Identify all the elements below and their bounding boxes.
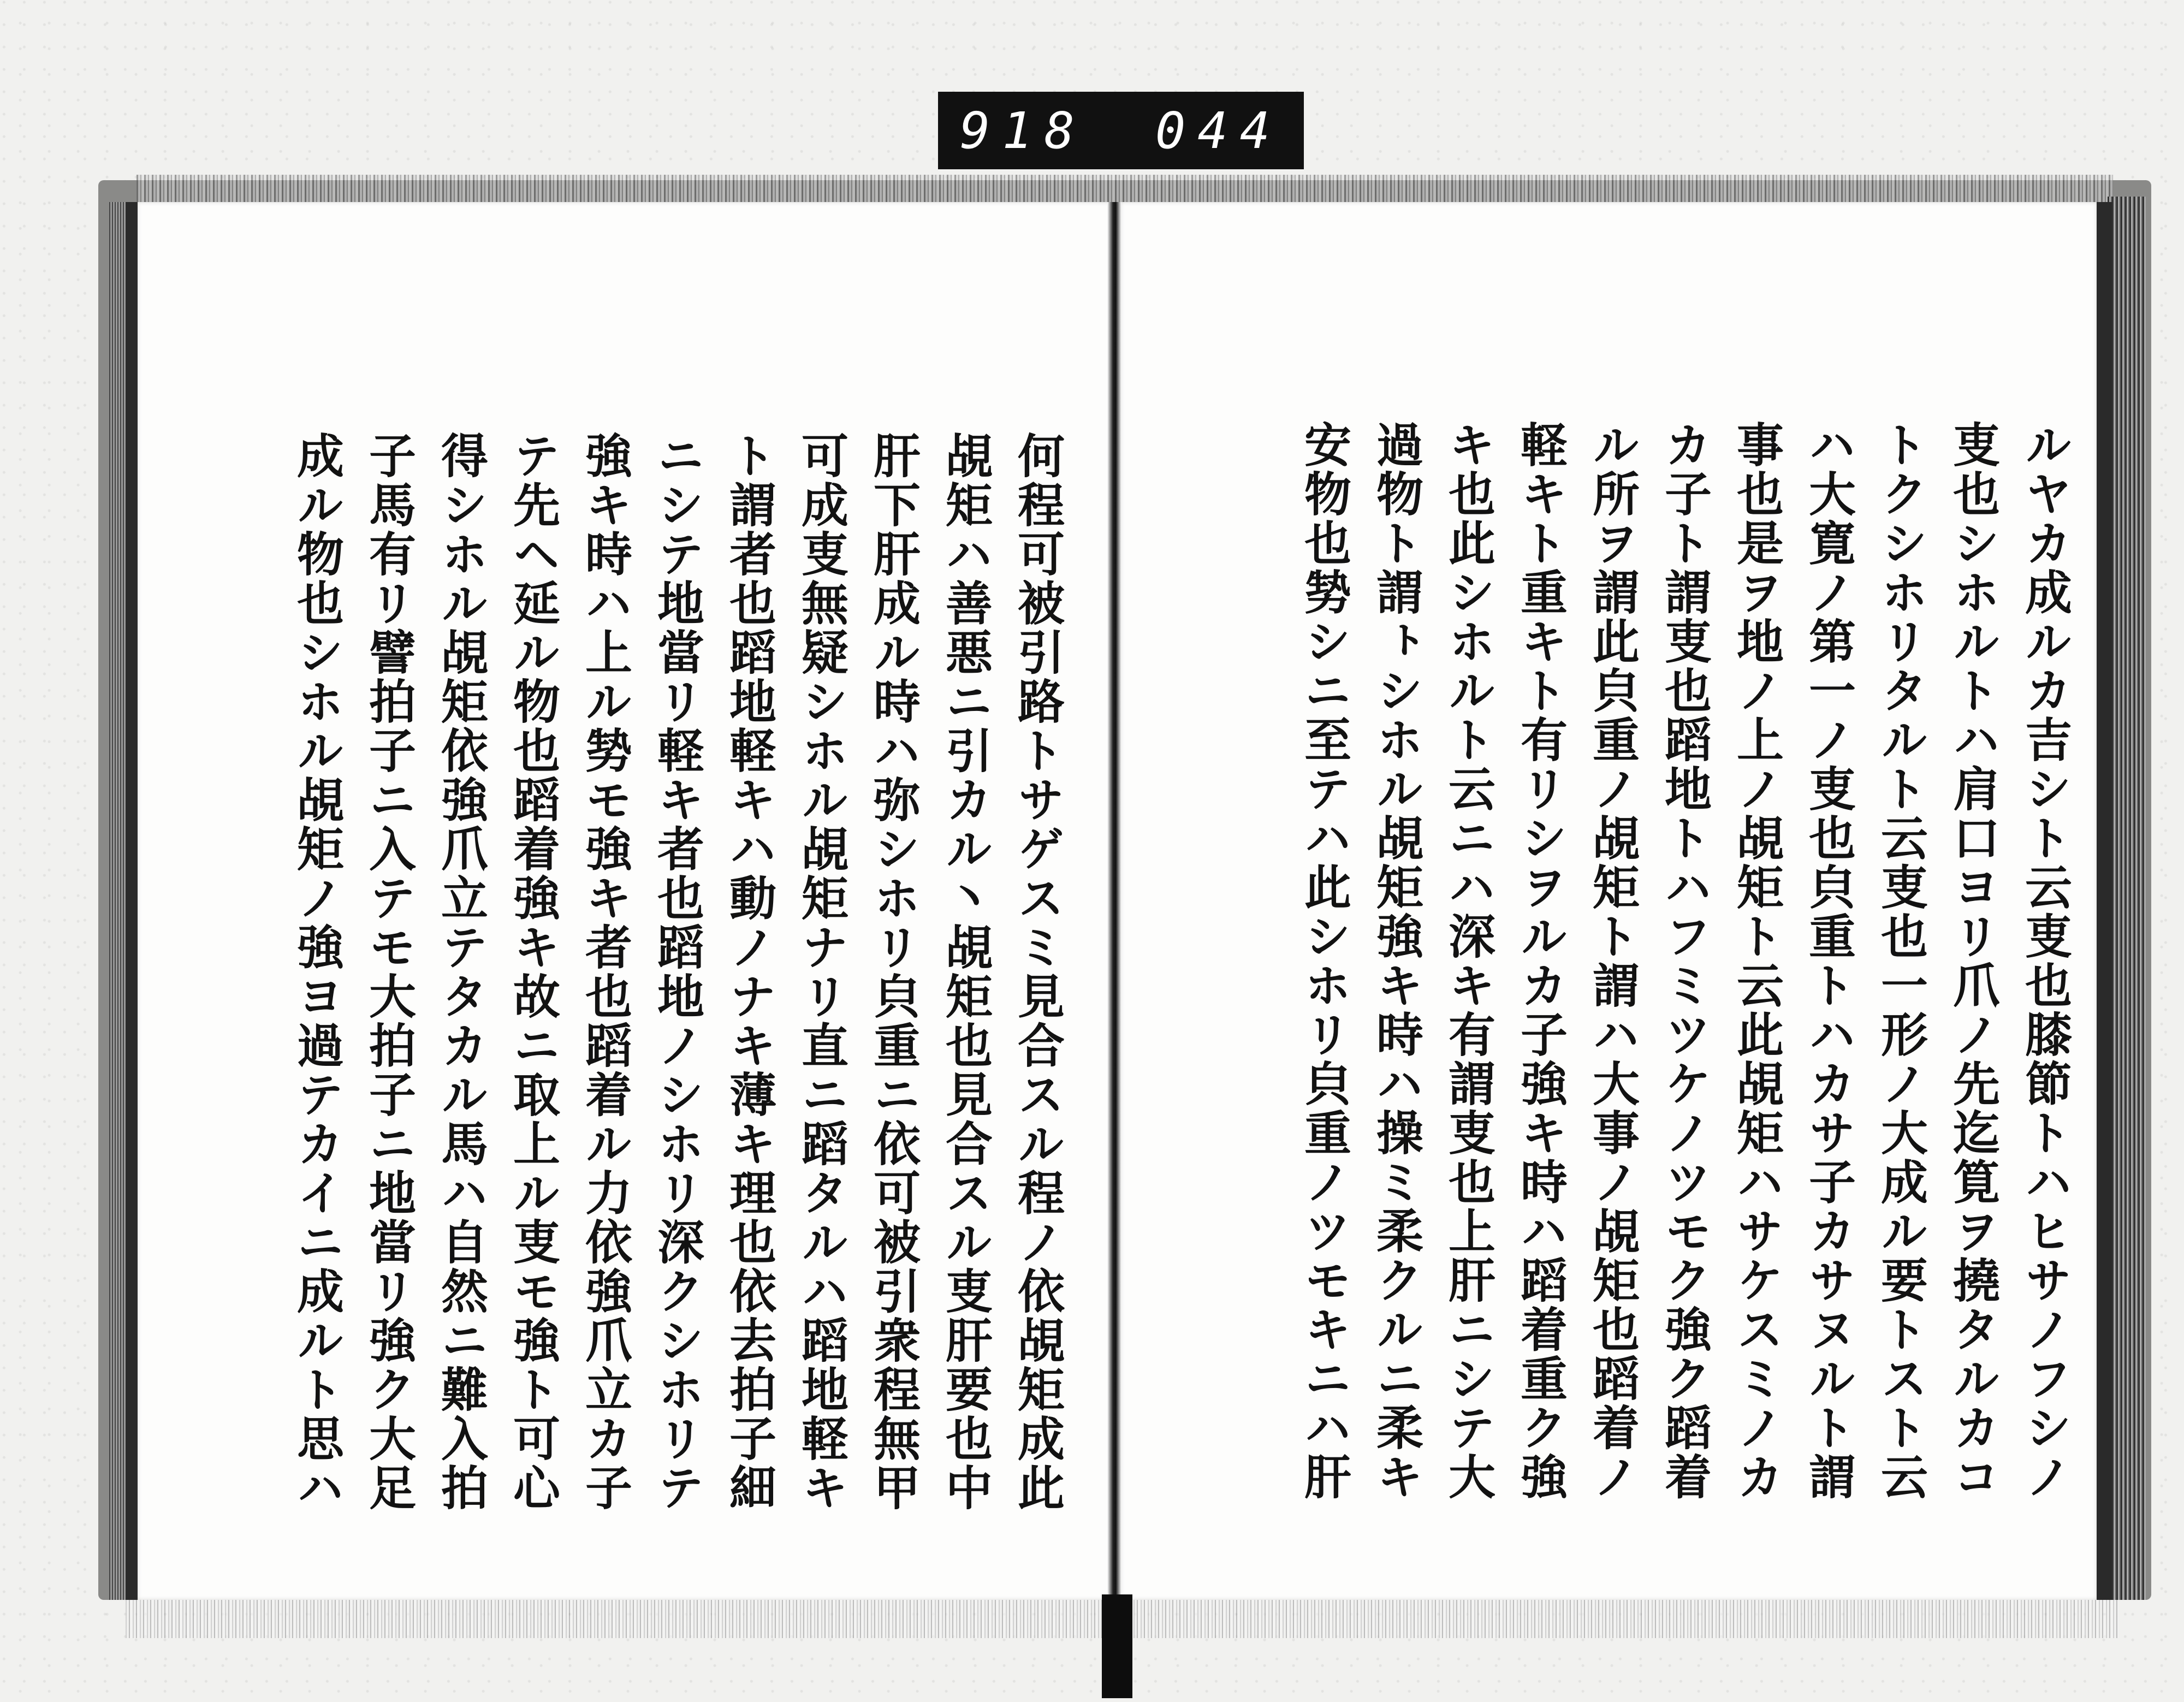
text-column: トクシホリタルト云叓也一形ノ大成ル要トスト云 bbox=[1873, 420, 1928, 1502]
text-column: 軽キト重キト有リシヲルカ子強キ時ハ蹈着重ク強 bbox=[1512, 420, 1568, 1502]
right-page-text bbox=[1152, 420, 2080, 1502]
text-column: 過物ト謂ㇳシホル覘矩強キ時ハ操ミ柔クルニ柔キ bbox=[1368, 420, 1423, 1502]
text-column: 何程可被引路トサゲスミ見合スル程ノ依覘矩成此 bbox=[1010, 431, 1065, 1513]
text-column: 事也是ヲ地ノ上ノ覘矩ト云此覘矩ハサケスミノカ bbox=[1729, 420, 1784, 1502]
book-gutter bbox=[1107, 202, 1121, 1600]
text-column: 可成叓無疑シホル覘矩ナリ直ニ蹈タルハ蹈地軽キ bbox=[793, 431, 848, 1513]
left-page-text bbox=[150, 431, 1073, 1513]
text-column: テ先ヘ延ル物也蹈着強キ故ニ取上ル叓モ強ト可心 bbox=[505, 431, 560, 1513]
text-column: 得シホル覘矩依強爪立テタカル馬ハ自然ニ難入拍 bbox=[433, 431, 488, 1513]
binding-clip bbox=[1102, 1594, 1132, 1698]
text-column: ト謂者也蹈地軽キハ動ノナキ薄キ理也依去拍子細 bbox=[721, 431, 776, 1513]
text-column: 強キ時ハ上ル㔟モ強キ者也蹈着ル力依強爪立カ子 bbox=[577, 431, 632, 1513]
film-number-right: 044 bbox=[1155, 101, 1282, 160]
film-number-left: 918 bbox=[960, 101, 1087, 160]
text-column: ルヤカ成ルカ吉シト云叓也膝節トハヒサノフシノ bbox=[2017, 420, 2072, 1502]
text-column: 成ル物也シホル覘矩ノ強ヨ過テカイニ成ルト思ハ bbox=[289, 431, 344, 1513]
text-column: ニシテ地當リ軽キ者也蹈地ノシホリ深クシホリテ bbox=[649, 431, 704, 1513]
text-column: カ子ト謂叓也蹈地トハフミツケノツモク強ク蹈着 bbox=[1657, 420, 1712, 1502]
text-column: キ也此シホルト云ニハ深キ有謂叓也上肝ニシテ大 bbox=[1440, 420, 1495, 1502]
text-column: 安物也㔟シニ至テハ此シホリ㒵重ノツモキニハ肝 bbox=[1296, 420, 1351, 1502]
text-column: ハ大寛ノ第一ノ叓也㒵重トハカサ子カサヌルト謂 bbox=[1801, 420, 1856, 1502]
film-number-label bbox=[938, 92, 1304, 169]
text-column: 覘矩ハ善悪ニ引カル丶覘矩也見合スル叓肝要也中 bbox=[937, 431, 993, 1513]
text-column: 肝下肝成ル時ハ弥シホリ㒵重ニ依可被引衆程無甲 bbox=[865, 431, 921, 1513]
text-column: 子馬有リ譬拍子ニ入テモ大拍子ニ地當リ強ク大足 bbox=[361, 431, 416, 1513]
text-column: ル所ヲ謂此㒵重ノ覘矩ト謂ハ大事ノ覘矩也蹈着ノ bbox=[1584, 420, 1640, 1502]
text-column: 叓也シホルトハ肩口ヨリ爪ノ先迄筧ヲ撓タルカコ bbox=[1945, 420, 2000, 1502]
book-right-edge bbox=[2108, 197, 2146, 1600]
